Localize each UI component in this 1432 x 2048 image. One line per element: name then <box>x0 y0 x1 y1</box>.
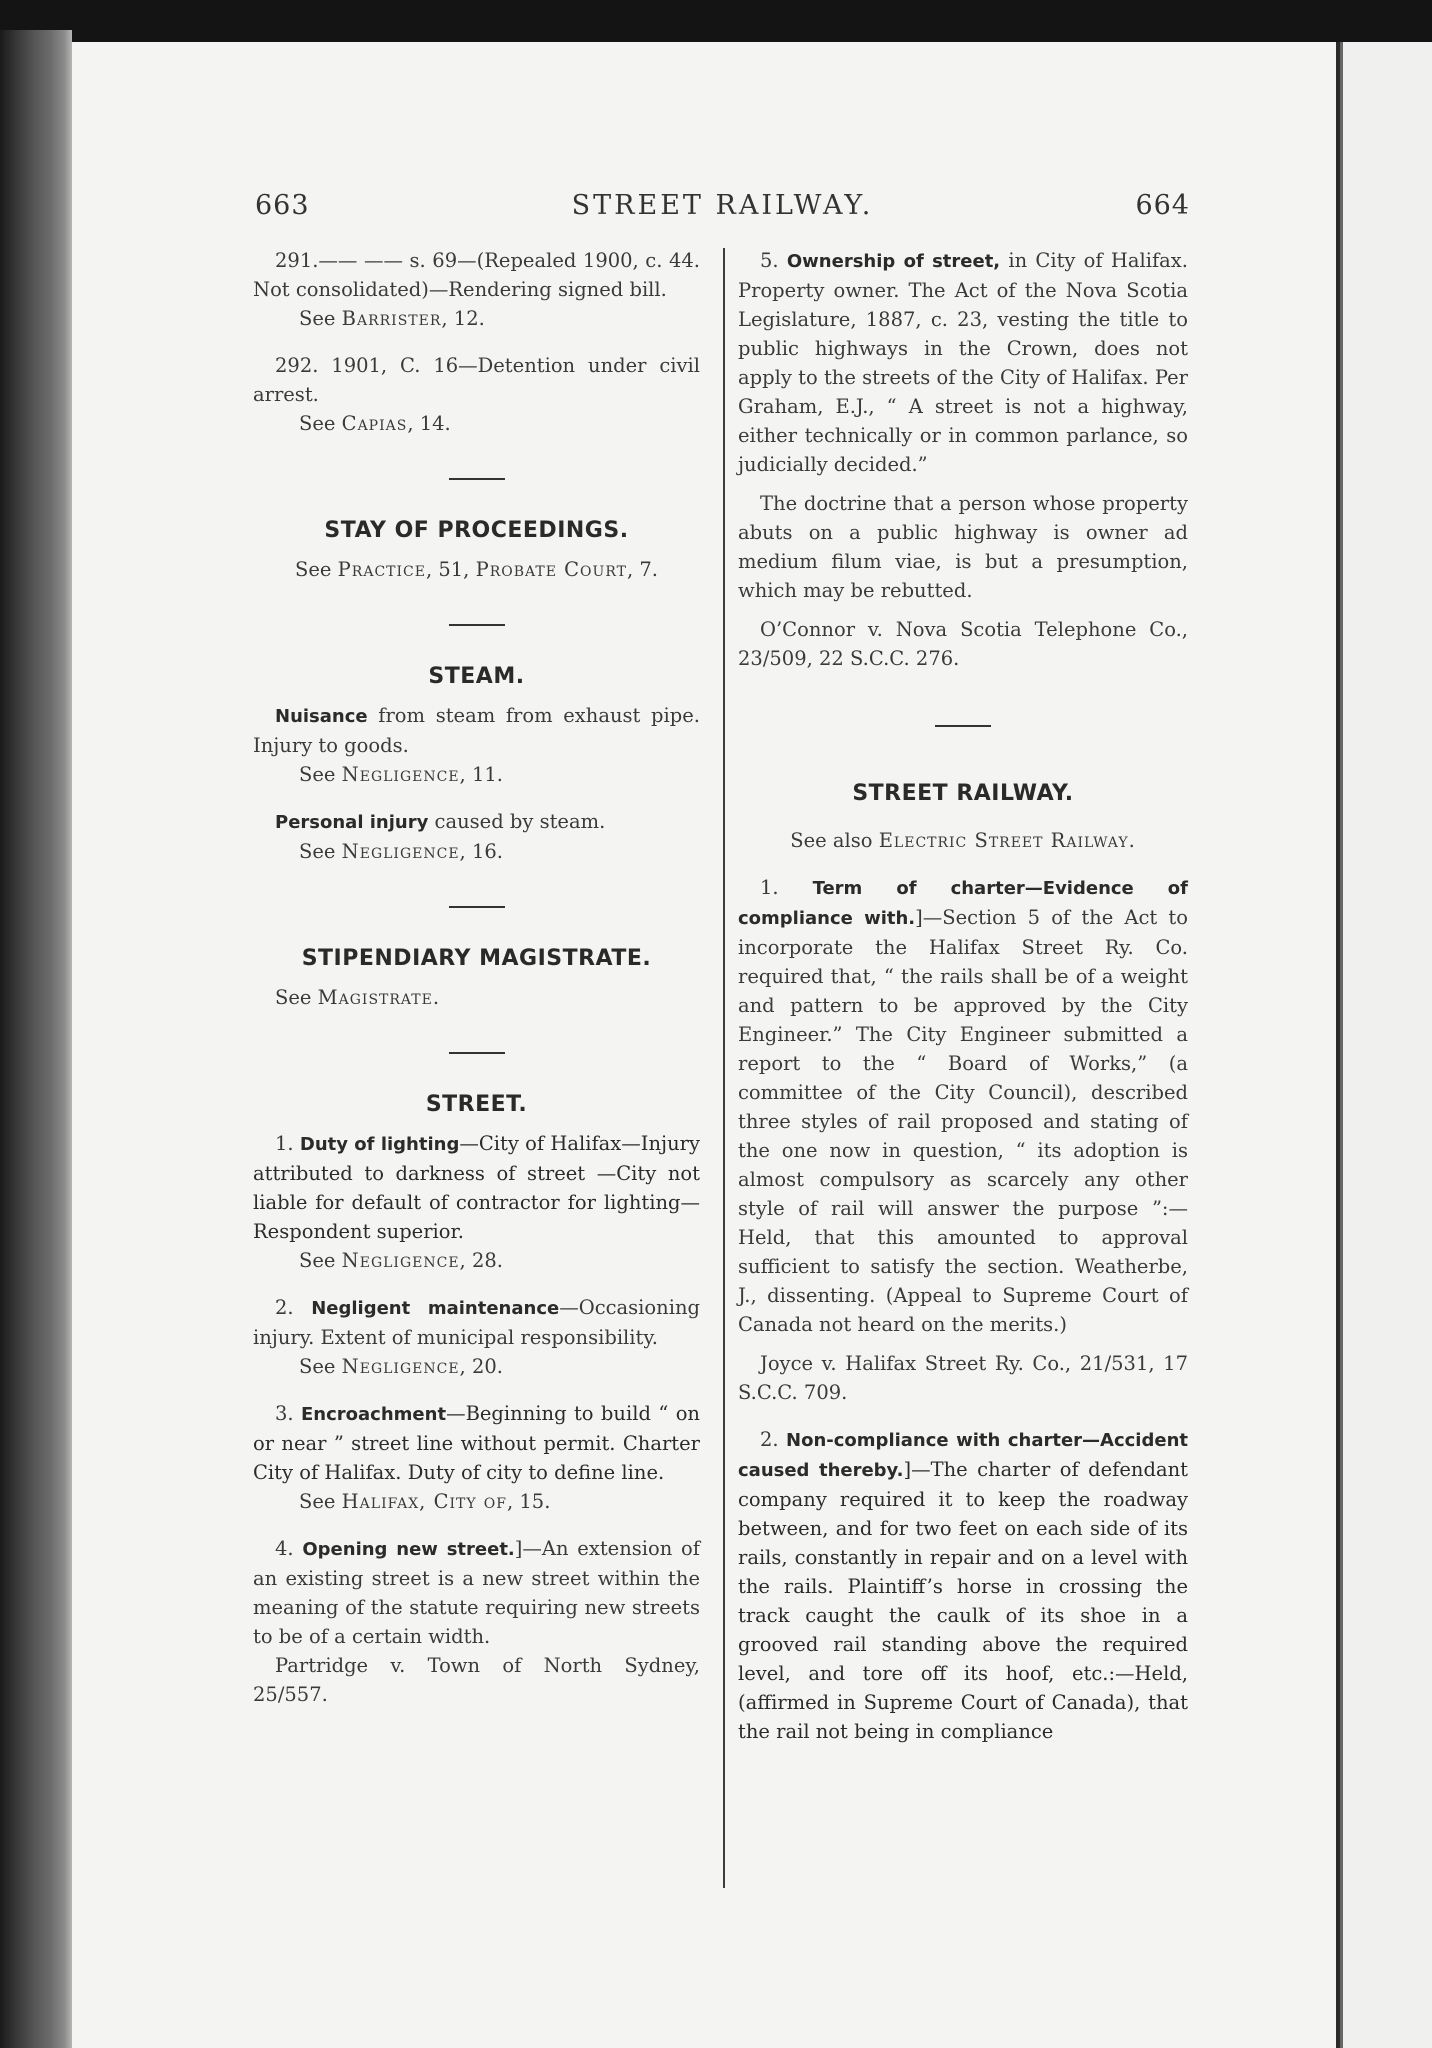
section-rule <box>449 624 505 626</box>
street-item-5-doctrine: The doctrine that a person whose property abuts on a public highway is owner ad medium filum viae, is but a presumption, which may be rebutted. <box>738 492 1188 602</box>
left-page-number: 663 <box>255 190 310 221</box>
right-column <box>738 246 1188 1746</box>
book-spine <box>0 30 72 2048</box>
section-rule <box>449 1052 505 1054</box>
entry-292-see: See Capias, 14. <box>299 412 451 435</box>
heading-stay-of-proceedings: STAY OF PROCEEDINGS. <box>324 518 629 543</box>
street-item-2: 2. Negligent maintenance—Occasioning injury. Extent of municipal responsibility. <box>253 1296 700 1349</box>
entry-291: 291.—— —— s. 69—(Repealed 1900, c. 44. Not consolidated)—Rendering signed bill. <box>253 249 700 301</box>
left-column <box>253 246 700 1709</box>
section-rule <box>449 906 505 908</box>
street-item-4-citation: Partridge v. Town of North Sydney, 25/557. <box>253 1654 700 1706</box>
street-item-1: 1. Duty of lighting—City of Halifax—Injury attributed to darkness of street —City not liable for default of contractor for lighting—Respondent superior. <box>253 1132 700 1243</box>
steam-personal-injury-see: See Negligence, 16. <box>299 840 503 863</box>
heading-street-railway: STREET RAILWAY. <box>852 781 1074 806</box>
right-page-number: 664 <box>1135 190 1190 221</box>
street-item-3-see: See Halifax, City of, 15. <box>299 1490 551 1513</box>
entry-292: 292. 1901, C. 16—Detention under civil arrest. <box>253 354 700 406</box>
steam-personal-injury: Personal injury caused by steam. <box>275 810 606 833</box>
street-item-2-see: See Negligence, 20. <box>299 1355 503 1378</box>
stay-see: See Practice, 51, Probate Court, 7. <box>295 558 658 581</box>
running-title: STREET RAILWAY. <box>571 190 874 221</box>
stipendiary-see: See Magistrate. <box>275 986 440 1009</box>
section-rule <box>449 478 505 480</box>
heading-stipendiary-magistrate: STIPENDIARY MAGISTRATE. <box>301 946 652 971</box>
street-item-5-citation: O’Connor v. Nova Scotia Telephone Co., 23/509, 22 S.C.C. 276. <box>738 618 1188 670</box>
street-item-5: 5. Ownership of street, in City of Halifax. Property owner. The Act of the Nova Scotia Legislature, 1887, c. 23, vesting the title to public highways in the Crown, does not apply to the streets of the City of Halifax. Per Graham, E.J., “ A street is not a highway, either technically or in common parlance, so judicially decided.” <box>738 249 1189 476</box>
next-page-edge <box>1336 42 1432 2048</box>
street-item-3: 3. Encroachment—Beginning to build “ on or near ” street line without permit. Charter City of Halifax. Duty of city to define line. <box>253 1402 700 1484</box>
page-edge-line <box>1340 42 1343 2048</box>
street-railway-item-2: 2. Non-compliance with charter—Accident caused thereby.]—The charter of defendant company required it to keep the roadway between, and for two feet on each side of its rails, constantly in repair and on a level with the rails. Plaintiff’s horse in crossing the track caught the caulk of its shoe in a grooved rail standing above the required level, and tore off its hoof, etc.:—Held, (affirmed in Supreme Court of Canada), that the rail not being in compliance <box>738 1428 1188 1743</box>
section-rule <box>935 725 991 727</box>
street-item-4: 4. Opening new street.]—An extension of an existing street is a new street within the meaning of the statute requiring new streets to be of a certain width. <box>253 1537 700 1648</box>
entry-291-see: See Barrister, 12. <box>299 307 485 330</box>
running-header <box>255 190 1190 230</box>
heading-street: STREET. <box>425 1092 528 1117</box>
steam-nuisance-see: See Negligence, 11. <box>299 763 503 786</box>
street-item-1-see: See Negligence, 28. <box>299 1249 503 1272</box>
column-divider <box>723 248 725 1888</box>
heading-steam: STEAM. <box>428 664 525 689</box>
street-railway-item-1: 1. Term of charter—Evidence of compliance with.]—Section 5 of the Act to incorporate the Halifax Street Ry. Co. required that, “ the rails shall be of a weight and pattern to be approved by the City Engineer.” The City Engineer submitted a report to the “ Board of Works,” (a committee of the City Council), described three styles of rail proposed and stating of the one now in question, “ its adoption is almost compulsory as scarcely any other style of rail will answer the purpose ”:—Held, that this amounted to approval sufficient to satisfy the section. Weatherbe, J., dissenting. (Appeal to Supreme Court of Canada not heard on the merits.) <box>738 876 1188 1336</box>
steam-nuisance: Nuisance from steam from exhaust pipe. Injury to goods. <box>253 704 700 757</box>
street-railway-see-also: See also Electric Street Railway. <box>790 829 1136 852</box>
street-railway-item-1-citation: Joyce v. Halifax Street Ry. Co., 21/531, 17 S.C.C. 709. <box>738 1352 1188 1404</box>
